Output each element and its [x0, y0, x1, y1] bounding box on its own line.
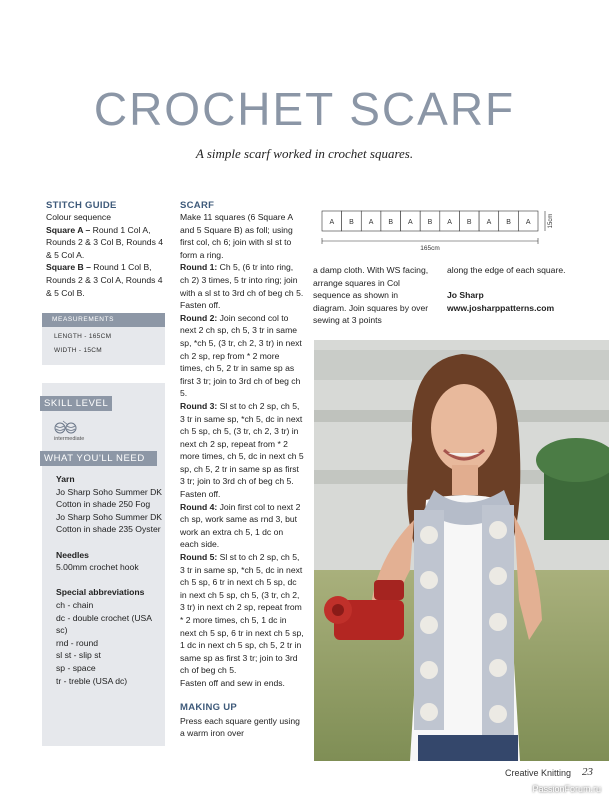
scarf-body [180, 211, 304, 740]
page-subtitle: A simple scarf worked in crochet squares. [195, 146, 414, 161]
measurements-box [42, 313, 165, 365]
diagram-square-label: A [408, 219, 413, 226]
stitch-guide [46, 200, 166, 299]
round-3 [180, 400, 304, 501]
yarn-heading: Yarn [56, 474, 75, 484]
round-text: Ch 5, (6 tr into ring, ch 2) 3 times, 5 tr into ring; join with a sl st to 3rd ch of beg ch 5. Fasten off. [180, 262, 304, 311]
stitch-guide-body [46, 211, 166, 299]
abbreviation-item: sp - space [56, 662, 96, 673]
making-up-col4 [447, 264, 567, 314]
diagram-width-label: 15cm [548, 213, 554, 229]
round-5 [180, 551, 304, 677]
making-up-text-1: Press each square gently using a warm iron over [180, 715, 300, 739]
diagram-square-label: A [447, 219, 452, 226]
diagram-square-label: A [525, 219, 531, 226]
model-photo-image [314, 340, 609, 761]
round-label: Round 4: [180, 501, 218, 512]
round-text: Sl st to ch 2 sp, ch 5, 3 tr in same sp, *ch 5, dc in next ch 5 sp, ch 5, (3 tr, ch 2, 3 tr) in next ch 2 sp, repeat from * 2 more times, ch 5, dc in next ch 5 sp, ch 5, 2 tr in same sp as first 3 tr; join to 3rd ch of beg ch 5. Fasten off. [180, 400, 304, 500]
footer-page-number: 23 [582, 766, 593, 778]
stitch-guide-heading: STITCH GUIDE [46, 200, 117, 211]
making-up-heading: MAKING UP [180, 702, 238, 714]
abbreviation-item: rnd - round [56, 637, 99, 648]
round-label: Round 1: [180, 262, 218, 273]
what-you-need-heading: WHAT YOU'LL NEED [40, 451, 157, 466]
credit-name: Jo Sharp [447, 290, 484, 301]
credit-url[interactable]: www.josharppatterns.com [447, 302, 555, 313]
round-text: Join first col to next 2 ch sp, work same as rnd 3, but work an extra ch 5, 1 dc on each side. [180, 501, 301, 550]
colour-sequence-label: Colour sequence [46, 212, 111, 222]
round-4 [180, 501, 304, 551]
diagram-square-label: A [329, 219, 335, 226]
skill-level-heading: SKILL LEVEL [40, 396, 112, 411]
what-you-need-list [56, 473, 164, 687]
square-b-label: Square B – [46, 262, 91, 273]
measurement-length: LENGTH - 165CM [54, 333, 112, 340]
requirements-panel [42, 383, 165, 746]
abbreviations-heading: Special abbreviations [56, 587, 145, 598]
diagram-square-label: B [427, 219, 433, 226]
measurements-heading: MEASUREMENTS [42, 313, 165, 327]
round-2 [180, 312, 304, 400]
needles-heading: Needles [56, 549, 89, 560]
diagram-square-label: B [349, 219, 354, 226]
yarn-item-2: Jo Sharp Soho Summer DK Cotton in shade 235 Oyster [56, 511, 163, 535]
yarn-item-1: Jo Sharp Soho Summer DK Cotton in shade 250 Fog [56, 486, 163, 510]
diagram-length-label: 165cm [420, 245, 440, 252]
round-text: Join second col to next 2 ch sp, ch 5, 3 tr in same sp, *ch 5, (3 tr, ch 2, 3 tr) in next ch 2 sp, rep from * 2 more times, ch 5, 2 tr in same sp as first 3 tr; join to 3rd ch of beg ch 5. [180, 312, 302, 399]
model-photo [314, 340, 609, 761]
footer-watermark: PassionForum.ru [532, 784, 601, 794]
round-text: Sl st to ch 2 sp, ch 5, 3 tr in same sp, *ch 5, dc in next ch 5 sp, 6 tr in next ch 5 sp, dc in next ch 5 sp, ch 5, (3 tr, ch 2, 3 tr) in next ch 2 sp, repeat from * 2 more times, ch 5, 1 dc in next ch 5 sp, 6 tr in next ch 5 sp, 1 dc in next ch 5 sp, ch 5, 2 tr in same sp as first 3 tr; join to 3rd ch of beg ch 5. [180, 552, 304, 676]
scarf-heading: SCARF [180, 200, 215, 211]
round-label: Round 5: [180, 552, 218, 563]
abbreviation-item: sl st - slip st [56, 650, 101, 661]
diagram-square-label: B [466, 219, 472, 226]
scarf-intro: Make 11 squares (6 Square A and 5 Square B) as foll; using first col, ch 6; join with sl st to form a ring. [180, 212, 293, 260]
footer-magazine-name: Creative Knitting [504, 768, 571, 778]
needles-item: 5.00mm crochet hook [56, 562, 139, 573]
round-label: Round 2: [180, 312, 218, 323]
scarf-layout-diagram [320, 209, 560, 253]
diagram-square-label: A [486, 219, 492, 226]
square-a-text: Round 1 Col A, Rounds 2 & 3 Col B, Rounds 4 & 5 Col A. [46, 224, 164, 260]
round-label: Round 3: [180, 400, 218, 411]
square-a-instructions [46, 224, 166, 262]
making-up-text-2: a damp cloth. With WS facing, arrange squares in Col sequence as shown in diagram. Join squares by over sewing at 3 points [313, 265, 429, 326]
diagram-square-label: B [388, 219, 394, 226]
scarf-outro: Fasten off and sew in ends. [180, 677, 285, 688]
abbreviation-item: tr - treble (USA dc) [56, 675, 128, 686]
round-1 [180, 261, 304, 311]
making-up-text-3: along the edge of each square. [447, 265, 566, 275]
measurement-width: WIDTH - 15CM [54, 347, 103, 354]
scarf-instructions [180, 200, 304, 740]
page-title: CROCHET SCARF [93, 83, 516, 135]
yarn-ball-icon [54, 420, 80, 434]
skill-level-value: intermediate [54, 436, 85, 442]
abbreviation-item: dc - double crochet (USA sc) [56, 612, 152, 636]
square-b-instructions [46, 261, 166, 299]
square-a-label: Square A – [46, 224, 91, 235]
diagram-square-label: A [368, 219, 374, 226]
square-b-text: Round 1 Col B, Rounds 2 & 3 Col A, Rounds 4 & 5 Col B. [46, 262, 163, 298]
abbreviation-item: ch - chain [56, 599, 94, 610]
diagram-square-label: B [506, 219, 511, 226]
